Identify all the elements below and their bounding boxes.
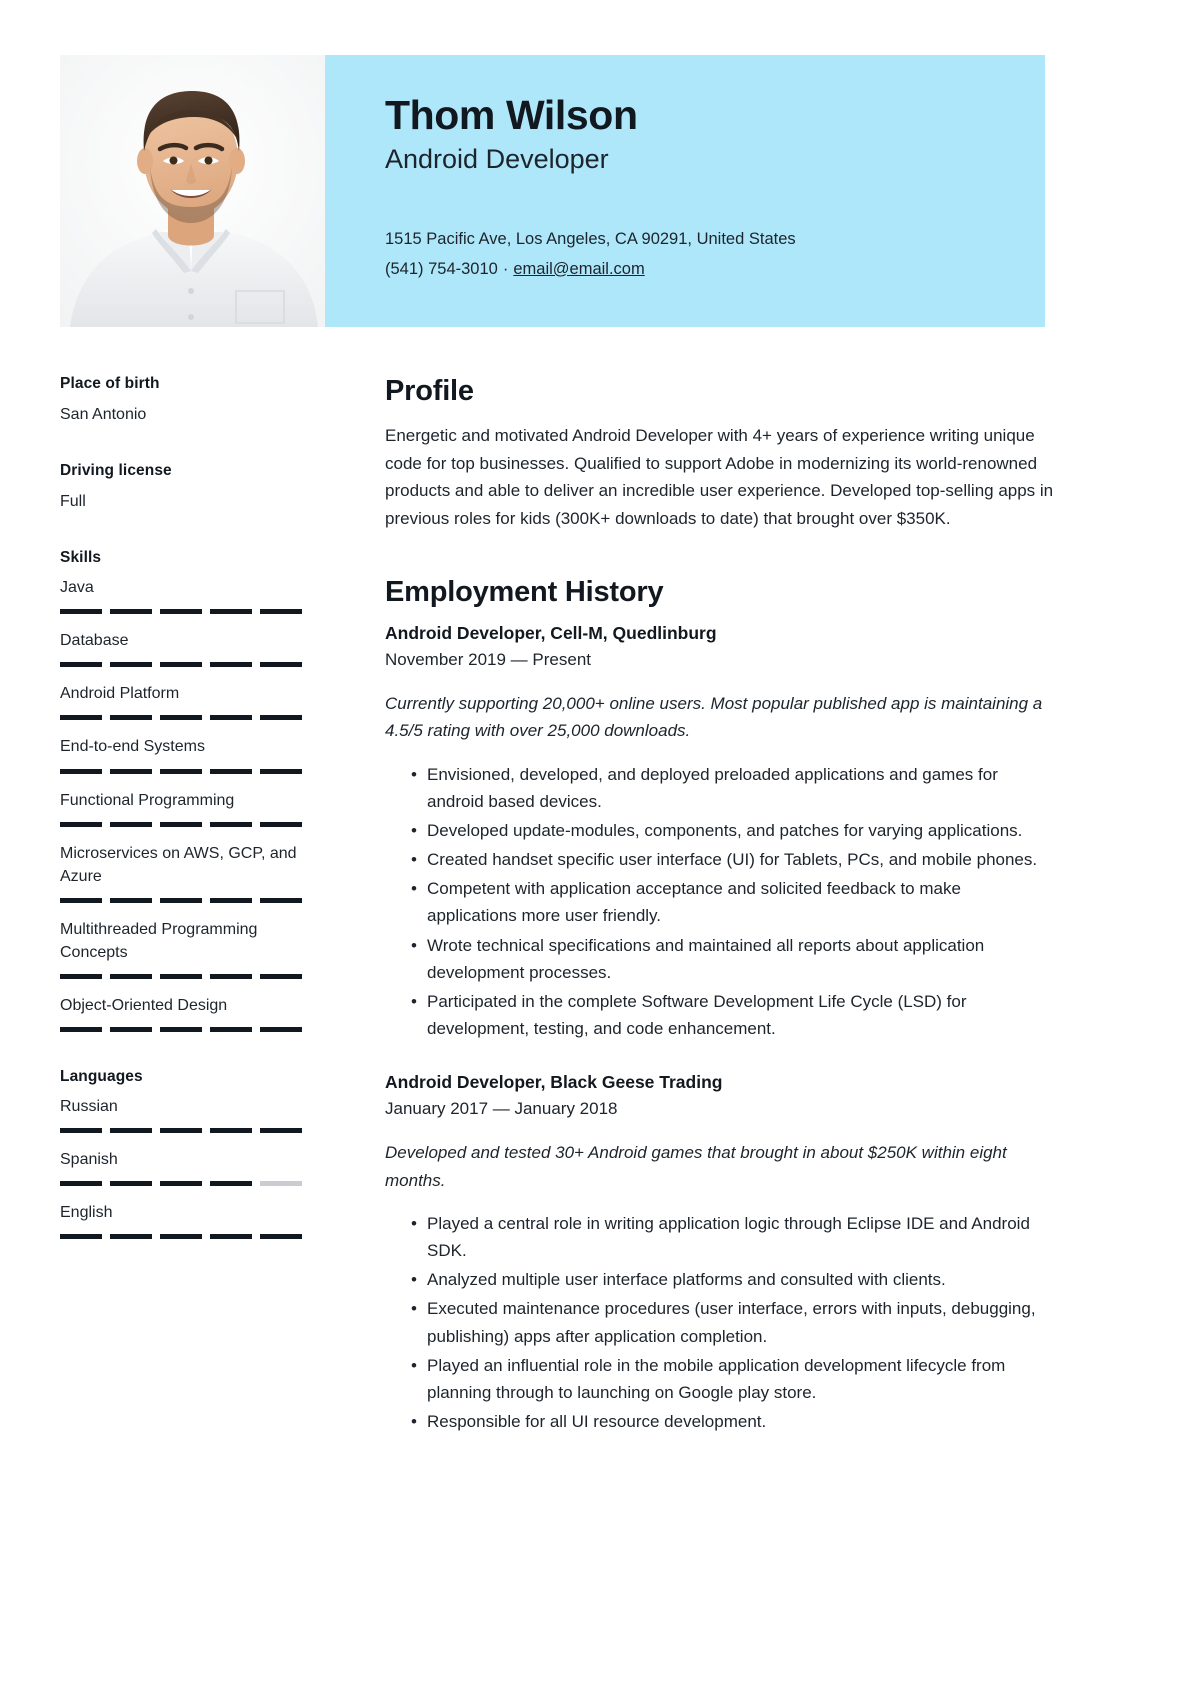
job-bullet: • Created handset specific user interface (UI) for Tablets, PCs, and mobile phones. [385,846,1055,873]
rating-segment [110,1234,152,1239]
place-of-birth-value: San Antonio [60,406,147,423]
skill-name: Java [60,579,94,597]
rating-segment [110,769,152,774]
job-bullet: • Analyzed multiple user interface platforms and consulted with clients. [385,1266,1055,1293]
language-item [60,1201,302,1239]
rating-segment [110,1181,152,1186]
rating-segment [210,822,252,827]
skill-name: Microservices on AWS, GCP, and Azure [60,844,297,885]
skill-name: Object-Oriented Design [60,996,228,1014]
skill-item [60,918,302,979]
rating-segment [60,609,102,614]
language-item [60,1095,302,1133]
skill-name: Multithreaded Programming Concepts [60,920,258,961]
job-bullet: • Developed update-modules, components, and patches for varying applications. [385,817,1055,844]
contact-block [385,224,1045,284]
rating-segment [110,715,152,720]
sidebar-driving-license [60,462,302,513]
skill-name: Android Platform [60,685,180,703]
main-column [385,375,1055,1465]
rating-segment [110,1027,152,1032]
rating-segment [260,769,302,774]
skill-item [60,735,302,773]
employment-section [385,576,1055,1435]
job-title: Android Developer, Black Geese Trading [385,1072,723,1093]
skill-rating-bar [60,662,302,667]
skill-item [60,682,302,720]
rating-segment [210,609,252,614]
job-bullet: • Competent with application acceptance and solicited feedback to make applications more user friendly. [385,875,1055,929]
job-summary: Currently supporting 20,000+ online users. Most popular published app is maintaining a 4.5/5 rating with over 25,000 downloads. [385,694,1043,741]
skill-rating-bar [60,822,302,827]
contact-phone: (541) 754-3010 [385,259,498,278]
languages-list [60,1095,302,1239]
place-of-birth-label: Place of birth [60,375,160,392]
job-bullet: • Envisioned, developed, and deployed preloaded applications and games for android based devices. [385,761,1055,815]
rating-segment [210,974,252,979]
contact-address: 1515 Pacific Ave, Los Angeles, CA 90291, United States [385,229,796,248]
rating-segment [210,1181,252,1186]
job-summary: Developed and tested 30+ Android games that brought in about $250K within eight months. [385,1143,1007,1190]
rating-segment [260,609,302,614]
rating-segment [260,1128,302,1133]
rating-segment [160,1181,202,1186]
rating-segment [160,898,202,903]
language-name: English [60,1203,113,1221]
rating-segment [160,1027,202,1032]
rating-segment [210,662,252,667]
sidebar-languages [60,1068,302,1239]
skill-name: Functional Programming [60,791,235,809]
job-bullet-list [385,1210,1055,1436]
rating-segment [60,1128,102,1133]
language-rating-bar [60,1234,302,1239]
rating-segment [210,1128,252,1133]
job-bullet: • Wrote technical specifications and maintained all reports about application development processes. [385,932,1055,986]
sidebar-place-of-birth [60,375,302,426]
resume-header [60,55,1045,327]
rating-segment [110,898,152,903]
language-item [60,1148,302,1186]
job-dates: January 2017 — January 2018 [385,1099,618,1119]
driving-license-label: Driving license [60,462,172,480]
skill-item [60,576,302,614]
skill-rating-bar [60,1027,302,1032]
rating-segment [210,1027,252,1032]
job-bullet: • Played a central role in writing application logic through Eclipse IDE and Android SDK. [385,1210,1055,1264]
rating-segment [210,1234,252,1239]
rating-segment [160,715,202,720]
sidebar [60,375,302,1275]
language-name: Russian [60,1097,118,1115]
rating-segment [110,1128,152,1133]
skill-rating-bar [60,974,302,979]
profile-heading: Profile [385,375,474,407]
rating-segment [210,715,252,720]
skill-item [60,994,302,1032]
rating-segment [210,898,252,903]
rating-segment [260,822,302,827]
rating-segment [60,1181,102,1186]
job-title: Android Developer, Cell-M, Quedlinburg [385,623,717,644]
skill-item [60,789,302,827]
job-bullet: • Responsible for all UI resource development. [385,1408,1055,1435]
contact-separator: · [502,259,509,278]
sidebar-skills [60,549,302,1031]
contact-email-link[interactable]: email@email.com [513,259,645,278]
contact-line [385,254,1045,284]
rating-segment [210,769,252,774]
skill-rating-bar [60,769,302,774]
skill-name: Database [60,632,129,650]
rating-segment [160,974,202,979]
profile-section [385,375,1055,532]
jobs-list [385,623,1055,1435]
driving-license-value: Full [60,493,86,511]
rating-segment [60,715,102,720]
skills-list [60,576,302,1031]
rating-segment [160,662,202,667]
skills-heading: Skills [60,549,102,567]
job-dates: November 2019 — Present [385,650,591,670]
rating-segment [160,822,202,827]
rating-segment [160,1128,202,1133]
rating-segment [160,609,202,614]
rating-segment [110,974,152,979]
profile-text: Energetic and motivated Android Developer with 4+ years of experience writing unique code for top businesses. Qualified to support Adobe in modernizing its world-renowned products and able to deliver an incredible user experience. Developed top-selling apps in previous roles for kids (300K+ downloads to date) that brought over $350K. [385,426,1054,528]
profile-photo [60,55,325,327]
rating-segment [60,769,102,774]
rating-segment [60,974,102,979]
rating-segment [160,769,202,774]
job-bullet: • Executed maintenance procedures (user interface, errors with inputs, debugging, publishing) apps after application completion. [385,1295,1055,1349]
rating-segment [60,662,102,667]
skill-rating-bar [60,609,302,614]
language-rating-bar [60,1128,302,1133]
headshot-photo-icon [60,55,325,327]
rating-segment [260,1027,302,1032]
job-bullet-list [385,761,1055,1043]
languages-heading: Languages [60,1067,143,1085]
rating-segment [260,974,302,979]
job-entry [385,1072,1055,1435]
rating-segment [60,1234,102,1239]
rating-segment [260,662,302,667]
header-text-block [385,55,1045,327]
candidate-name: Thom Wilson [385,92,638,138]
rating-segment [110,822,152,827]
skill-item [60,842,302,903]
job-bullet: • Played an influential role in the mobile application development lifecycle from planning through to launching on Google play store. [385,1352,1055,1406]
rating-segment [260,1234,302,1239]
skill-item [60,629,302,667]
rating-segment [160,1234,202,1239]
employment-heading: Employment History [385,576,664,609]
rating-segment [260,1181,302,1186]
job-bullet: • Participated in the complete Software Development Life Cycle (LSD) for development, testing, and code enhancement. [385,988,1055,1042]
skill-name: End-to-end Systems [60,738,205,756]
skill-rating-bar [60,898,302,903]
language-name: Spanish [60,1150,118,1168]
rating-segment [60,1027,102,1032]
rating-segment [110,662,152,667]
section-spacer [385,532,1055,576]
language-rating-bar [60,1181,302,1186]
rating-segment [260,898,302,903]
rating-segment [60,822,102,827]
skill-rating-bar [60,715,302,720]
job-entry [385,623,1055,1042]
rating-segment [110,609,152,614]
rating-segment [60,898,102,903]
rating-segment [260,715,302,720]
candidate-job-title: Android Developer [385,144,609,175]
